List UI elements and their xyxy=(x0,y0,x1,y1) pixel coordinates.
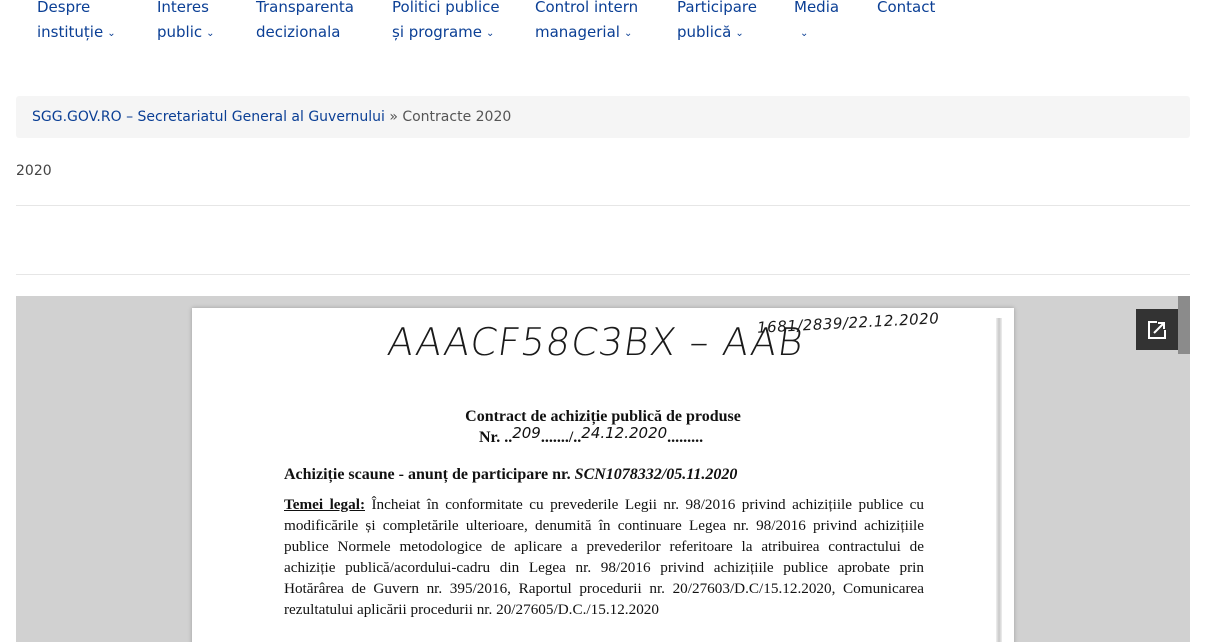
nav-label-line1: Interes xyxy=(157,0,209,16)
nav-item-transparenta[interactable] xyxy=(256,0,354,45)
nav-label-line2: instituție xyxy=(37,23,104,41)
nav-label-line1: Transparenta xyxy=(256,0,354,16)
divider xyxy=(16,274,1190,275)
document-body xyxy=(284,494,924,620)
subtitle-reference: SCN1078332/05.11.2020 xyxy=(574,466,738,483)
handwritten-code: AAACF58C3BX – AAB xyxy=(384,320,807,364)
handwritten-reference: 1681/2839/22.12.2020 xyxy=(756,309,940,337)
nav-label-line1: Media xyxy=(794,0,840,16)
document-page xyxy=(192,308,1014,642)
chevron-down-icon: ⌄ xyxy=(735,28,744,39)
nav-label-line2: managerial xyxy=(535,23,620,41)
nav-label-line2: public xyxy=(157,23,203,41)
nav-item-interes-public[interactable] xyxy=(157,0,215,47)
chevron-down-icon: ⌄ xyxy=(486,28,495,39)
pdf-viewer[interactable] xyxy=(16,296,1190,642)
document-subtitle xyxy=(284,466,737,484)
document-date: 24.12.2020 xyxy=(581,424,668,442)
nav-label-line2: decizionala xyxy=(256,23,341,41)
nav-item-contact[interactable] xyxy=(877,0,935,20)
document-number: Nr. ..209......./..24.12.2020......... xyxy=(479,424,704,446)
document-number-prefix: Nr. xyxy=(479,429,501,446)
page-year-heading: 2020 xyxy=(16,163,52,179)
breadcrumb xyxy=(16,96,1190,138)
nav-item-despre[interactable] xyxy=(37,0,116,47)
external-link-icon xyxy=(1147,320,1167,340)
nav-item-control-intern[interactable] xyxy=(535,0,638,47)
chevron-down-icon: ⌄ xyxy=(107,28,116,39)
legal-basis-text: Încheiat în conformitate cu prevederile Legii nr. 98/2016 privind achizițiile publice cu modificările și completările ulterioare, denumită în continuare Legea nr. 98/2016 privind achizițiile publice Normele metodologice de aplicare a prevederilor referitoare la atribuirea contractului de achiziție publică/acordului-cadru din Legea nr. 98/2016 privind achizițiile publice aprobate prin Hotărârea de Guvern nr. 395/2016, Raportul procedurii nr. 20/27603/D.C/15.12.2020, Comunicarea rezultatului aplicării procedurii nr. 20/27605/D.C./15.12.2020 xyxy=(284,496,925,618)
main-nav xyxy=(0,0,1210,50)
viewer-scrollbar[interactable] xyxy=(1178,296,1190,354)
nav-label-line1: Participare xyxy=(677,0,757,16)
nav-label-line1: Politici publice xyxy=(392,0,500,16)
document-number-value: 209 xyxy=(512,424,541,442)
nav-label-line2: și programe xyxy=(392,23,483,41)
nav-item-participare[interactable] xyxy=(677,0,757,47)
page-edge xyxy=(996,318,1002,642)
divider xyxy=(16,205,1190,206)
nav-label-line1: Control intern xyxy=(535,0,639,16)
nav-label-line2: publică xyxy=(677,23,732,41)
chevron-down-icon: ⌄ xyxy=(800,28,809,39)
chevron-down-icon: ⌄ xyxy=(206,28,215,39)
breadcrumb-home-link[interactable]: SGG.GOV.RO – Secretariatul General al Guvernului xyxy=(32,109,385,125)
legal-basis-label: Temei legal: xyxy=(284,496,365,513)
nav-item-media[interactable] xyxy=(794,0,839,47)
chevron-down-icon: ⌄ xyxy=(623,28,633,39)
subtitle-prefix: Achiziție scaune - anunț de participare nr. xyxy=(284,466,571,483)
document-title: Contract de achiziție publică de produse xyxy=(465,408,741,425)
popout-button[interactable] xyxy=(1136,309,1178,350)
nav-label-line1: Contact xyxy=(877,0,936,16)
breadcrumb-current: Contracte 2020 xyxy=(402,109,512,125)
nav-label-line1: Despre xyxy=(37,0,91,16)
breadcrumb-separator: » xyxy=(389,109,398,125)
nav-item-politici[interactable] xyxy=(392,0,500,47)
